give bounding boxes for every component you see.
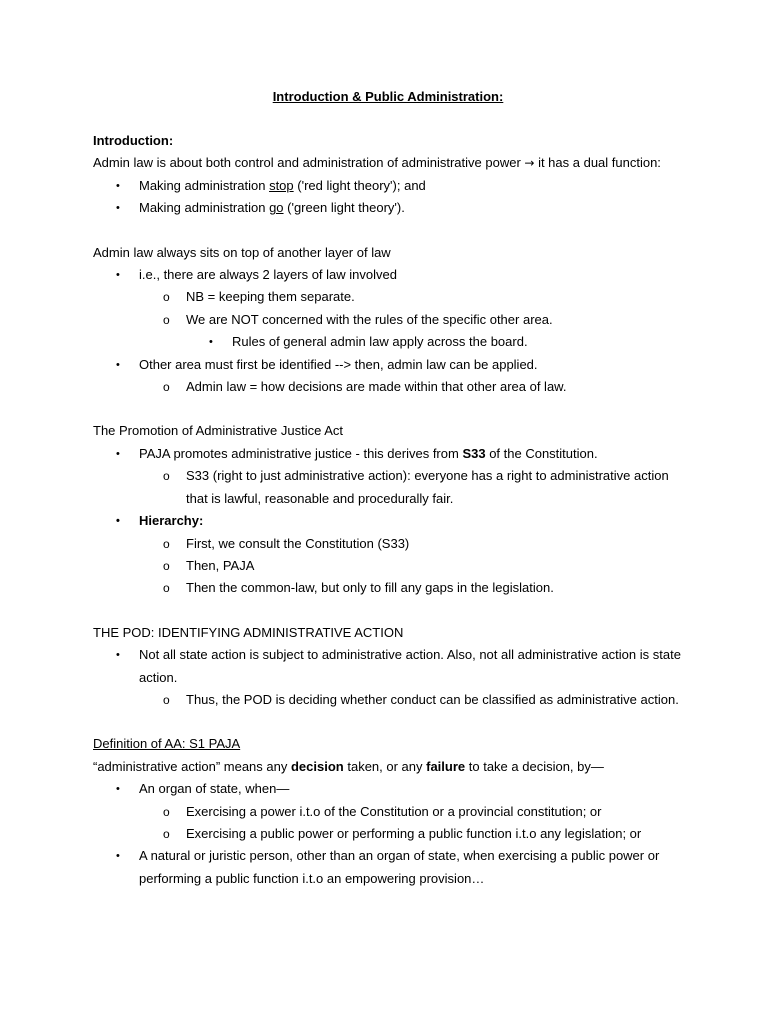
bullet-icon: •	[116, 850, 120, 863]
circle-bullet-icon: o	[163, 558, 170, 573]
list-item: • Rules of general admin law apply across the board.	[93, 331, 693, 353]
circle-bullet-icon: o	[163, 581, 170, 596]
definition-list	[93, 778, 693, 890]
intro-paragraph: Admin law is about both control and administration of administrative power → it has a dual function:	[93, 155, 661, 171]
section-heading-pod: THE POD: IDENTIFYING ADMINISTRATIVE ACTION	[93, 624, 404, 640]
list-item: • An organ of state, when—	[93, 778, 693, 800]
list-item: o Admin law = how decisions are made within that other area of law.	[93, 376, 693, 398]
list-item: o We are NOT concerned with the rules of the specific other area.	[93, 309, 693, 331]
circle-bullet-icon: o	[163, 804, 170, 819]
bullet-icon: •	[116, 202, 120, 215]
list-item: • Other area must first be identified --> then, admin law can be applied.	[93, 354, 693, 376]
spacer	[93, 108, 693, 130]
list-item: • PAJA promotes administrative justice - this derives from S33 of the Constitution.	[93, 443, 693, 465]
bullet-icon: •	[116, 515, 120, 528]
spacer	[93, 600, 693, 622]
spacer	[93, 711, 693, 733]
paja-list	[93, 443, 693, 600]
section-heading-definition: Definition of AA: S1 PAJA	[93, 736, 241, 752]
list-item: o S33 (right to just administrative action): everyone has a right to administrative action that is lawful, reasonable and procedurally fair.	[93, 465, 693, 510]
spacer	[93, 398, 693, 420]
bullet-icon: •	[116, 447, 120, 460]
circle-bullet-icon: o	[163, 312, 170, 327]
list-item: • Making administration go ('green light theory').	[93, 197, 693, 219]
definition-paragraph: “administrative action” means any decision taken, or any failure to take a decision, by—	[93, 758, 604, 774]
circle-bullet-icon: o	[163, 290, 170, 305]
list-item: o Thus, the POD is deciding whether conduct can be classified as administrative action.	[93, 689, 693, 711]
section-heading-introduction: Introduction:	[93, 133, 174, 148]
document-page	[93, 86, 693, 890]
circle-bullet-icon: o	[163, 380, 170, 395]
list-item: o Exercising a public power or performing a public function i.t.o any legislation; or	[93, 823, 693, 845]
list-item: • Hierarchy:	[93, 510, 693, 532]
pod-list	[93, 644, 693, 711]
list-item: • Not all state action is subject to administrative action. Also, not all administrative action is state action.	[93, 644, 693, 689]
list-item: • Making administration stop ('red light theory'); and	[93, 175, 693, 197]
intro-list	[93, 175, 693, 220]
layers-list	[93, 264, 693, 398]
section-heading-paja: The Promotion of Administrative Justice Act	[93, 423, 343, 439]
bullet-icon: •	[116, 783, 120, 796]
circle-bullet-icon: o	[163, 826, 170, 841]
circle-bullet-icon: o	[163, 536, 170, 551]
list-item: • A natural or juristic person, other than an organ of state, when exercising a public power or performing a public function i.t.o an empowering provision…	[93, 845, 693, 890]
circle-bullet-icon: o	[163, 692, 170, 707]
list-item: o Then the common-law, but only to fill any gaps in the legislation.	[93, 577, 693, 599]
bullet-icon: •	[209, 336, 213, 349]
bullet-icon: •	[116, 269, 120, 282]
list-item: o Then, PAJA	[93, 555, 693, 577]
list-item: • i.e., there are always 2 layers of law involved	[93, 264, 693, 286]
spacer	[93, 220, 693, 242]
section-heading-layers: Admin law always sits on top of another layer of law	[93, 244, 391, 260]
document-title: Introduction & Public Administration:	[272, 89, 504, 104]
bullet-icon: •	[116, 649, 120, 662]
list-item: o NB = keeping them separate.	[93, 286, 693, 308]
circle-bullet-icon: o	[163, 469, 170, 484]
bullet-icon: •	[116, 358, 120, 371]
bullet-icon: •	[116, 179, 120, 192]
list-item: o First, we consult the Constitution (S33)	[93, 533, 693, 555]
arrow-right-icon: →	[524, 156, 535, 171]
list-item: o Exercising a power i.t.o of the Constitution or a provincial constitution; or	[93, 801, 693, 823]
